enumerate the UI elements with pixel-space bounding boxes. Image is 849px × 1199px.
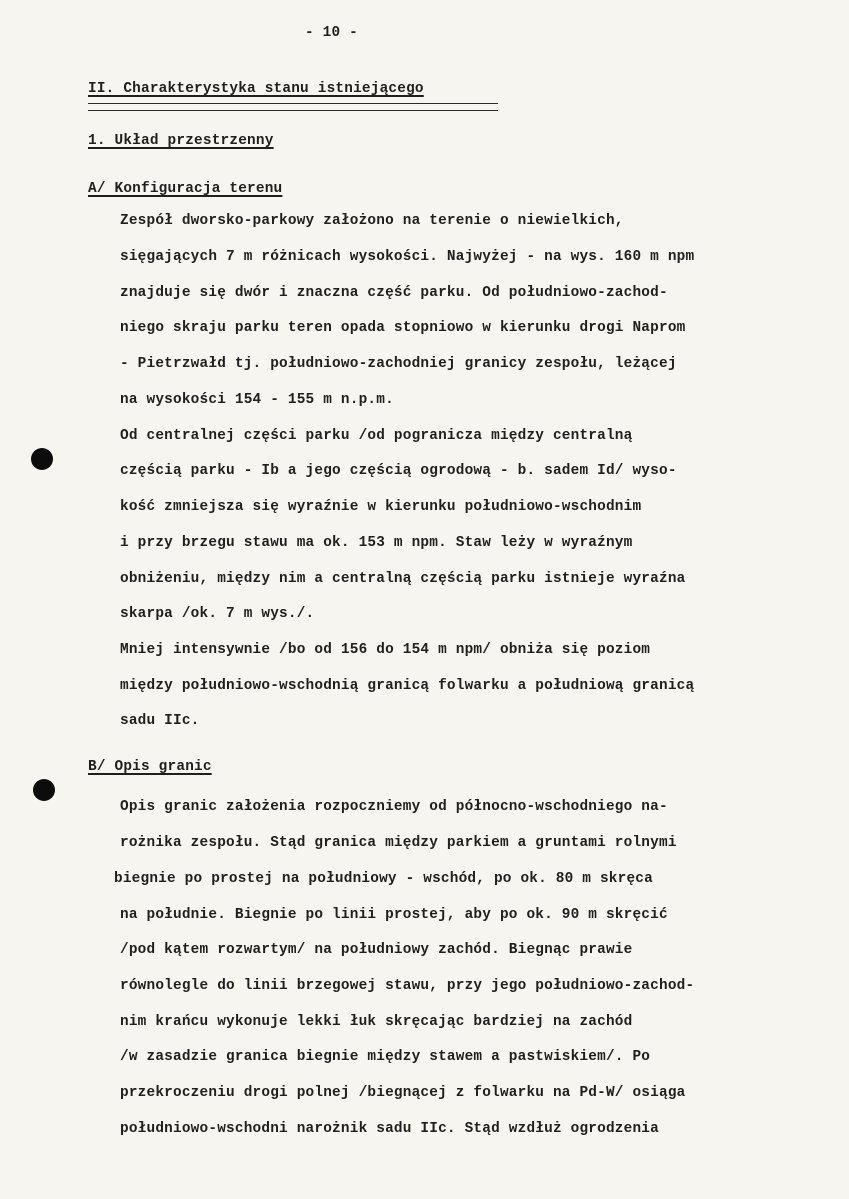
paragraph-a-line: - Pietrzwałd tj. południowo-zachodniej granicy zespołu, leżącej xyxy=(120,356,677,372)
section-heading: 1. Układ przestrzenny xyxy=(88,133,274,149)
paragraph-a-line: na wysokości 154 - 155 m n.p.m. xyxy=(120,392,394,408)
subsection-a-heading: A/ Konfiguracja terenu xyxy=(88,181,283,197)
paragraph-a-line: sięgających 7 m różnicach wysokości. Najwyżej - na wys. 160 m npm xyxy=(120,249,695,265)
paragraph-b-line: przekroczeniu drogi polnej /biegnącej z folwarku na Pd-W/ osiąga xyxy=(120,1085,686,1101)
paragraph-b-line: /pod kątem rozwartym/ na południowy zachód. Biegnąc prawie xyxy=(120,942,633,958)
paragraph-a-line: obniżeniu, między nim a centralną częścią parku istnieje wyraźna xyxy=(120,571,686,587)
paragraph-b-line: rożnika zespołu. Stąd granica między parkiem a gruntami rolnymi xyxy=(120,835,677,851)
paragraph-a-line: Mniej intensywnie /bo od 156 do 154 m npm/ obniża się poziom xyxy=(120,642,651,658)
paragraph-a-line: częścią parku - Ib a jego częścią ogrodową - b. sadem Id/ wyso- xyxy=(120,463,677,479)
punch-hole-top xyxy=(31,448,53,470)
paragraph-b-line: nim krańcu wykonuje lekki łuk skręcając bardziej na zachód xyxy=(120,1014,633,1030)
paragraph-a-line: sadu IIc. xyxy=(120,713,200,729)
title-double-rule xyxy=(88,103,498,111)
paragraph-a-line: między południowo-wschodnią granicą folwarku a południową granicą xyxy=(120,678,695,694)
paragraph-a-line: i przy brzegu stawu ma ok. 153 m npm. Staw leży w wyraźnym xyxy=(120,535,633,551)
paragraph-a-line: Od centralnej części parku /od pogranicza między centralną xyxy=(120,428,633,444)
paragraph-b-line: równolegle do linii brzegowej stawu, przy jego południowo-zachod- xyxy=(120,978,695,994)
paragraph-b-line: /w zasadzie granica biegnie między stawem a pastwiskiem/. Po xyxy=(120,1049,651,1065)
paragraph-a-line: znajduje się dwór i znaczna część parku. Od południowo-zachod- xyxy=(120,285,668,301)
paragraph-a-line: niego skraju parku teren opada stopniowo w kierunku drogi Naprom xyxy=(120,320,686,336)
subsection-b-heading: B/ Opis granic xyxy=(88,759,212,775)
paragraph-a-line: skarpa /ok. 7 m wys./. xyxy=(120,606,315,622)
paragraph-b-line: biegnie po prostej na południowy - wschód, po ok. 80 m skręca xyxy=(114,871,653,887)
paragraph-a-line: Zespół dworsko-parkowy założono na terenie o niewielkich, xyxy=(120,213,624,229)
punch-hole-bottom xyxy=(33,779,55,801)
paragraph-b-line: południowo-wschodni narożnik sadu IIc. Stąd wzdłuż ogrodzenia xyxy=(120,1121,659,1137)
page-number: - 10 - xyxy=(305,25,359,41)
paragraph-a-line: kość zmniejsza się wyraźnie w kierunku południowo-wschodnim xyxy=(120,499,642,515)
paragraph-b-line: na południe. Biegnie po linii prostej, aby po ok. 90 m skręcić xyxy=(120,907,668,923)
document-title: II. Charakterystyka stanu istniejącego xyxy=(88,81,424,97)
paragraph-b-line: Opis granic założenia rozpoczniemy od północno-wschodniego na- xyxy=(120,799,668,815)
